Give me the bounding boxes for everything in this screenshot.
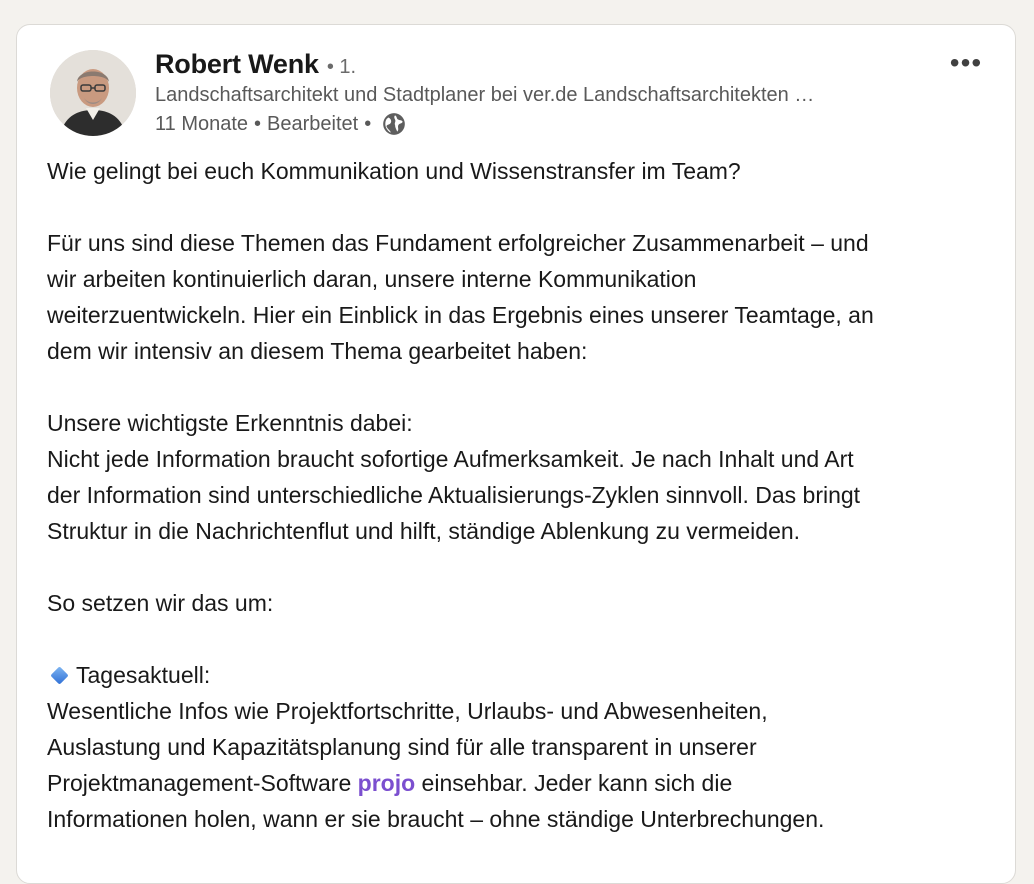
post-meta bbox=[155, 111, 407, 137]
post-line: wir arbeiten kontinuierlich daran, unsere interne Kommunikation bbox=[47, 266, 697, 292]
author-name[interactable]: Robert Wenk bbox=[155, 49, 319, 79]
globe-icon bbox=[381, 111, 407, 137]
post-paragraph: So setzen wir das um: bbox=[47, 590, 274, 616]
post-line: Nicht jede Information braucht sofortige Aufmerksamkeit. Je nach Inhalt und Art bbox=[47, 446, 854, 472]
author-line bbox=[155, 49, 356, 80]
edited-label: Bearbeitet bbox=[267, 112, 359, 135]
post-line: Informationen holen, wann er sie braucht – ohne ständige Unterbrechungen. bbox=[47, 806, 825, 832]
connection-degree: • 1. bbox=[326, 56, 357, 78]
post-line: Für uns sind diese Themen das Fundament erfolgreicher Zusammenarbeit – und bbox=[47, 230, 869, 256]
meta-separator: • bbox=[254, 112, 262, 135]
post-line: Wesentliche Infos wie Projektfortschritte, Urlaubs- und Abwesenheiten, bbox=[47, 698, 768, 724]
post-line: Struktur in die Nachrichtenflut und hilft, ständige Ablenkung zu vermeiden. bbox=[47, 518, 801, 544]
bullet-heading-text: Tagesaktuell: bbox=[76, 662, 211, 688]
avatar[interactable] bbox=[50, 50, 136, 136]
post-paragraph: Wie gelingt bei euch Kommunikation und Wissenstransfer im Team? bbox=[47, 158, 741, 184]
author-headline[interactable]: Landschaftsarchitekt und Stadtplaner bei ver.de Landschaftsarchitekten … bbox=[155, 84, 815, 106]
post-text: einsehbar. Jeder kann sich die bbox=[415, 770, 733, 796]
bullet-heading bbox=[47, 657, 997, 693]
more-options-button[interactable]: ••• bbox=[949, 47, 983, 78]
avatar-photo bbox=[50, 50, 136, 136]
post-line: der Information sind unterschiedliche Aktualisierungs-Zyklen sinnvoll. Das bringt bbox=[47, 482, 861, 508]
post-text: Projektmanagement-Software bbox=[47, 770, 358, 796]
blue-diamond-icon bbox=[50, 666, 68, 684]
post-line bbox=[47, 765, 997, 801]
post-line: weiterzuentwickeln. Hier ein Einblick in das Ergebnis eines unserer Teamtage, an bbox=[47, 302, 874, 328]
post-line: Auslastung und Kapazitätsplanung sind für alle transparent in unserer bbox=[47, 734, 757, 760]
projo-link[interactable]: projo bbox=[357, 770, 416, 796]
post-line: Unsere wichtigste Erkenntnis dabei: bbox=[47, 410, 413, 436]
post-card bbox=[16, 24, 1016, 884]
post-line: dem wir intensiv an diesem Thema gearbeitet haben: bbox=[47, 338, 588, 364]
post-body bbox=[47, 153, 997, 837]
meta-separator: • bbox=[364, 112, 372, 135]
post-time: 11 Monate bbox=[155, 112, 249, 135]
